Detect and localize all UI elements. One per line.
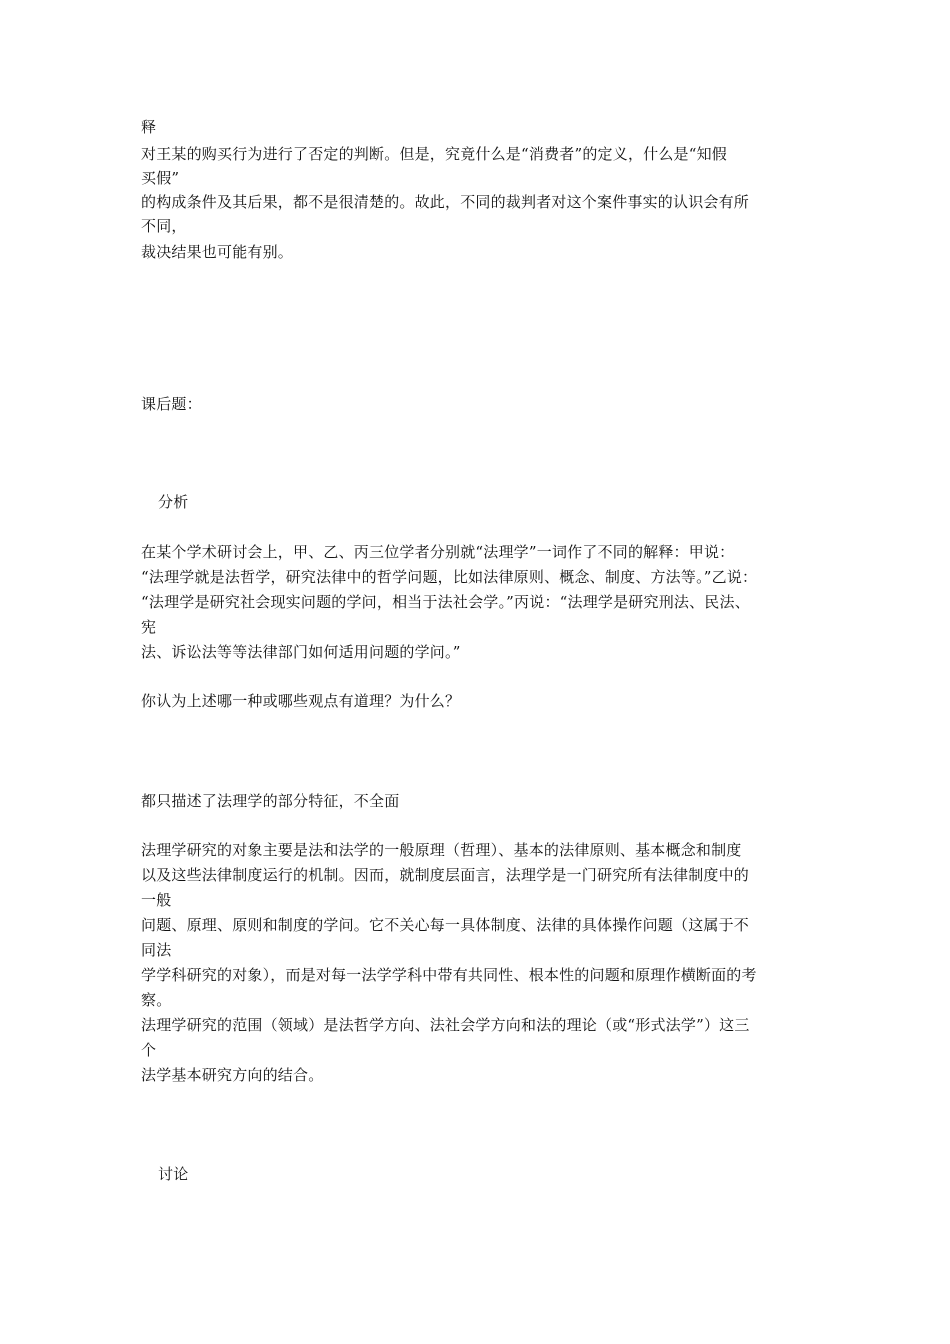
answer-line: 一般 (141, 891, 172, 909)
answer-line: 察。 (141, 991, 172, 1009)
intro-line: 不同， (141, 217, 187, 235)
intro-line: 释 (141, 118, 157, 136)
answer-line: 法学基本研究方向的结合。 (141, 1066, 324, 1084)
analysis-heading: 分析 (158, 493, 189, 511)
question-line: 在某个学术研讨会上，甲、乙、丙三位学者分别就“法理学”一词作了不同的解释：甲说： (141, 543, 735, 561)
question-line: 宪 (141, 618, 157, 636)
homework-heading: 课后题： (141, 395, 202, 413)
answer-line: 法理学研究的范围（领域）是法哲学方向、法社会学方向和法的理论（或“形式法学”）这三 (141, 1016, 750, 1034)
answer-line: 法理学研究的对象主要是法和法学的一般原理（哲理）、基本的法律原则、基本概念和制度 (141, 841, 742, 859)
intro-line: 买假” (141, 169, 180, 187)
answer-line: 同法 (141, 941, 172, 959)
intro-line: 裁决结果也可能有别。 (141, 243, 294, 261)
answer-line: 问题、原理、原则和制度的学问。它不关心每一具体制度、法律的具体操作问题（这属于不 (141, 916, 750, 934)
answer-line: 以及这些法律制度运行的机制。因而，就制度层面言，法理学是一门研究所有法律制度中的 (141, 866, 750, 884)
intro-line: 的构成条件及其后果，都不是很清楚的。故此，不同的裁判者对这个案件事实的认识会有所 (141, 193, 750, 211)
question-line: 法、诉讼法等等法律部门如何适用问题的学问。” (141, 643, 461, 661)
question-prompt: 你认为上述哪一种或哪些观点有道理？为什么？ (141, 692, 461, 710)
intro-line: 对王某的购买行为进行了否定的判断。但是，究竟什么是“消费者”的定义，什么是“知假 (141, 145, 728, 163)
question-line: “法理学就是法哲学，研究法律中的哲学问题，比如法律原则、概念、制度、方法等。”乙说： (141, 568, 758, 586)
answer-summary: 都只描述了法理学的部分特征，不全面 (141, 792, 400, 810)
answer-line: 学学科研究的对象），而是对每一法学学科中带有共同性、根本性的问题和原理作横断面的考 (141, 966, 757, 984)
answer-line: 个 (141, 1041, 157, 1059)
question-line: “法理学是研究社会现实问题的学问，相当于法社会学。”丙说：“法理学是研究刑法、民法、 (141, 593, 750, 611)
discussion-heading: 讨论 (158, 1165, 189, 1183)
